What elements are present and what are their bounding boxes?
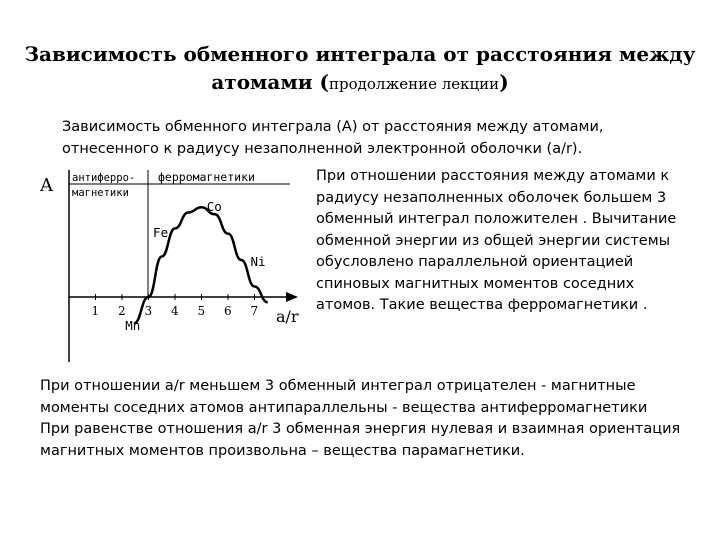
region-label-antiferro-1: антиферро- <box>72 172 136 184</box>
x-tick-label: 5 <box>197 304 206 318</box>
point-label-ni: Ni <box>250 254 266 269</box>
intro-paragraph: Зависимость обменного интеграла (А) от расстояния между атомами, отнесенного к радиусу незаполненной электронной оболочки (a/r). <box>62 119 604 157</box>
title-subtitle: продолжение лекции <box>329 75 500 93</box>
region-label-antiferro-2: магнетики <box>72 187 129 199</box>
title-paren-close: ) <box>499 70 509 94</box>
paramagnet-paragraph: При равенстве отношения a/r 3 обменная энергия нулевая и взаимная ориентация магнитных моментов произвольна – вещества парамагнетики. <box>40 421 681 459</box>
x-tick-label: 2 <box>118 304 126 318</box>
title-line-2-text: атомами <box>211 70 320 94</box>
x-axis-label: a/r <box>276 307 299 326</box>
title-paren-open: ( <box>319 70 330 94</box>
bottom-explanation <box>40 376 700 462</box>
point-label-mn: Mn <box>125 318 141 333</box>
region-label-ferro: ферромагнетики <box>158 170 255 184</box>
x-tick-label: 3 <box>144 304 153 318</box>
title-line-1: Зависимость обменного интеграла от расстояния между <box>24 42 696 66</box>
ferromagnet-explanation: При отношении расстояния между атомами к радиусу незаполненных оболочек большем 3 обменный интеграл положителен . Вычитание обменной энергии из общей энергии системы обусловлено параллельной ориентацией спиновых магнитных моментов соседних атомов. Такие вещества ферромагнетики . <box>316 168 677 313</box>
x-axis-arrow <box>286 292 298 302</box>
point-label-fe: Fe <box>153 225 169 240</box>
x-tick-label: 4 <box>171 304 179 318</box>
x-tick-label: 1 <box>91 304 100 318</box>
antiferromagnet-paragraph: При отношении a/r меньшем 3 обменный интеграл отрицателен - магнитные моменты соседних атомов антипараллельны - вещества антиферромагнетики <box>40 378 648 416</box>
x-tick-label: 6 <box>224 304 232 318</box>
x-tick-label: 7 <box>250 304 259 318</box>
y-axis-label: A <box>40 175 53 196</box>
point-label-co: Co <box>206 199 222 214</box>
